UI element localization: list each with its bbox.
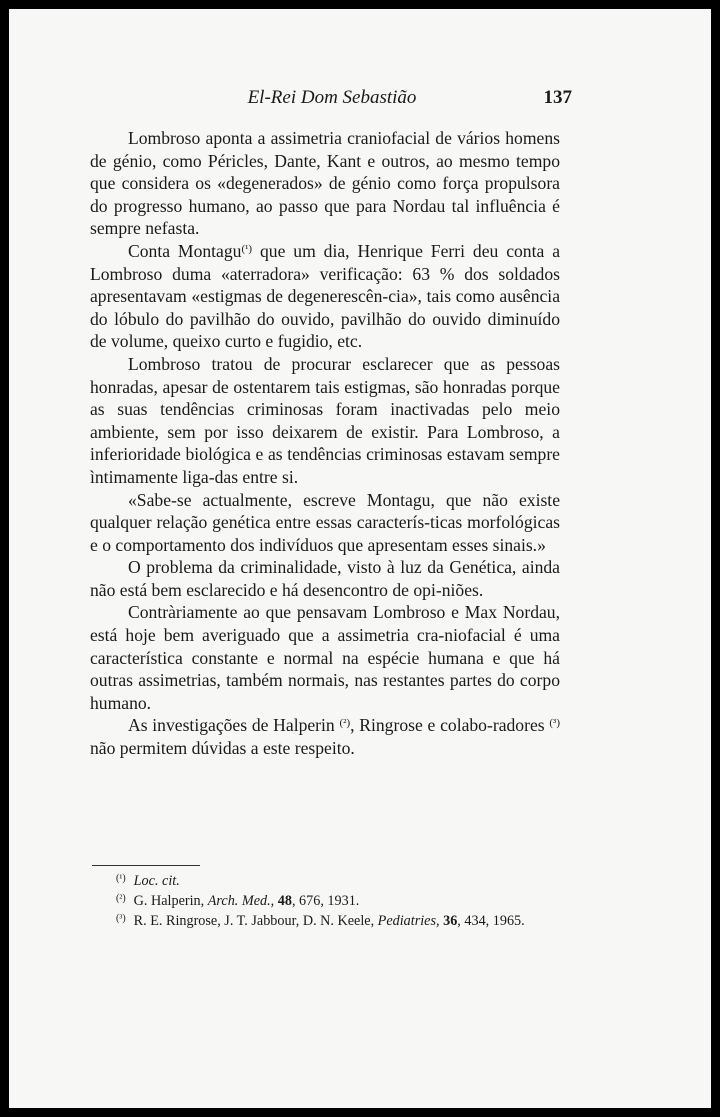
footnote-divider	[92, 865, 200, 866]
footnote-mark: (²)	[116, 893, 126, 904]
footnote-mark: (¹)	[116, 873, 126, 884]
footnote-volume: 36	[443, 913, 458, 929]
paragraph	[90, 240, 560, 353]
paragraph: O problema da criminalidade, visto à luz da Genética, ainda não está bem esclarecido e há desencontro de opi-niões.	[90, 557, 560, 600]
paragraph-text: As investigações de Halperin	[128, 715, 340, 736]
footnote-author: R. E. Ringrose, J. T. Jabbour, D. N. Keele,	[133, 913, 375, 929]
footnote-volume: 48	[277, 893, 292, 909]
paragraph-text: que um dia, Henrique Ferri deu conta a Lombroso duma «aterradora» verificação: 63 % dos soldados apresentavam «estigmas de degenerescên-cia», tais como ausência do lóbulo do pavilhão do ouvido, pavilhão do ouvido diminuído de volume, queixo curto e fugidio, etc.	[90, 240, 561, 352]
running-header	[92, 87, 572, 117]
footnote-ref: (²)	[339, 717, 351, 730]
footnote-journal: Arch. Med.,	[207, 893, 275, 909]
footnote-journal: Pediatries,	[377, 913, 440, 929]
scanned-page	[9, 9, 711, 1108]
paragraph-text: Conta Montagu	[128, 240, 242, 261]
paragraph: Contràriamente ao que pensavam Lombroso e Max Nordau, está hoje bem averiguado que a assimetria cra-niofacial é uma característica constante e normal na espécie humana e que há outras assimetrias, também normais, nas restantes partes do corpo humano.	[90, 602, 560, 713]
running-title: El-Rei Dom Sebastião	[247, 87, 417, 108]
footnote-author: G. Halperin,	[133, 893, 205, 909]
footnote-mark: (³)	[116, 913, 126, 924]
footnote	[92, 891, 562, 911]
paragraph: Lombroso aponta a assimetria craniofacial de vários homens de génio, como Péricles, Dante, Kant e outros, ao mesmo tempo que considera os «degenerados» de génio como força propulsora do progresso humano, ao passo que para Nordau tal influência é sempre nefasta.	[90, 128, 560, 239]
page-number: 137	[543, 87, 572, 108]
body-text	[90, 127, 560, 760]
footnote-text: Loc. cit.	[133, 873, 180, 889]
footnote-ref: (³)	[549, 717, 560, 730]
paragraph-text: não permitem dúvidas a este respeito.	[90, 738, 355, 759]
paragraph	[90, 714, 560, 759]
footnote-ref: (¹)	[241, 242, 253, 255]
footnote	[92, 871, 562, 891]
footnotes	[92, 871, 562, 931]
paragraph-text: , Ringrose e colabo-radores	[350, 715, 550, 736]
footnote-pages: , 434, 1965.	[457, 913, 525, 929]
paragraph: Lombroso tratou de procurar esclarecer que as pessoas honradas, apesar de ostentarem tais estigmas, são honradas porque as suas tendências criminosas foram inactivadas pelo meio ambiente, sem por isso deixarem de existir. Para Lombroso, a inferioridade biológica e as tendências criminosas estavam sempre ìntimamente liga-das entre si.	[90, 353, 560, 487]
paragraph: «Sabe-se actualmente, escreve Montagu, que não existe qualquer relação genética entre essas caracterís-ticas morfológicas e o comportamento dos indivíduos que apresentam esses sinais.»	[90, 489, 560, 555]
footnote	[92, 911, 562, 931]
footnote-pages: , 676, 1931.	[291, 893, 360, 909]
